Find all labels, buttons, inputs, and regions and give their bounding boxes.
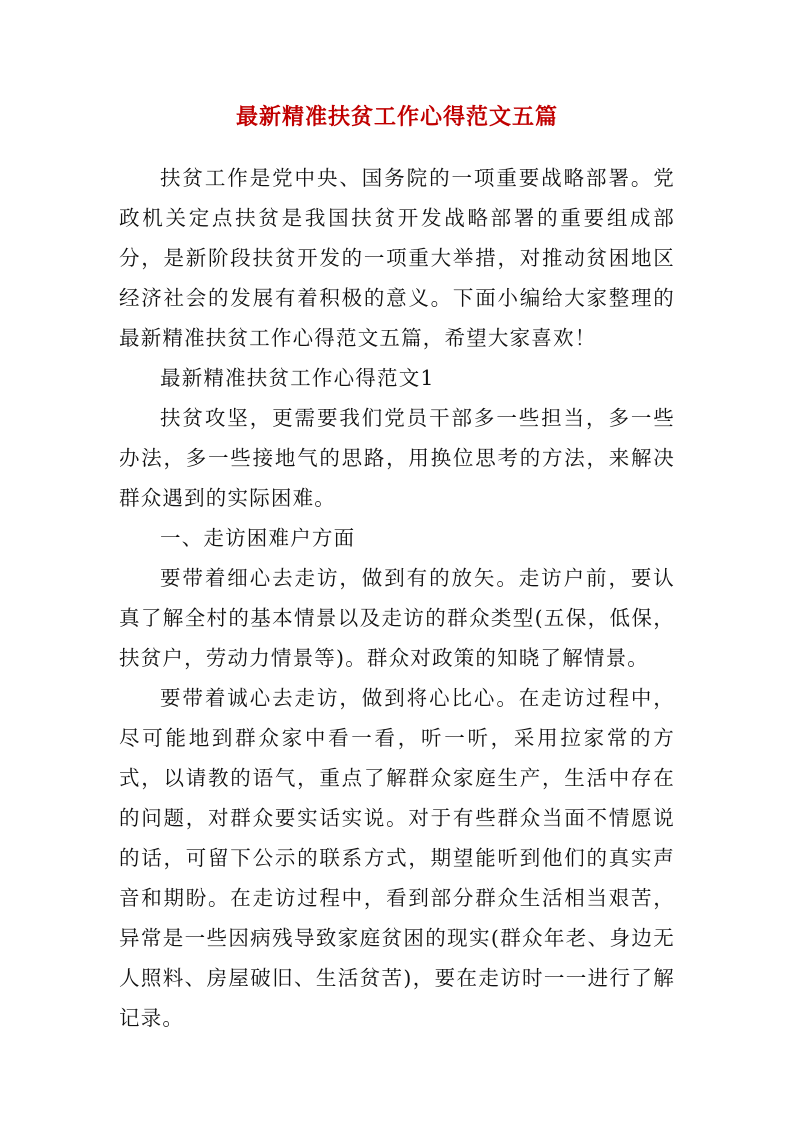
article-1-lead-paragraph: 扶贫攻坚，更需要我们党员干部多一些担当，多一些办法，多一些接地气的思路，用换位思考的方法，来解决群众遇到的实际困难。 — [119, 406, 675, 510]
document-title: 最新精准扶贫工作心得范文五篇 — [235, 104, 558, 130]
section-heading-article-1: 最新精准扶贫工作心得范文1 — [160, 366, 435, 390]
intro-paragraph: 扶贫工作是党中央、国务院的一项重要战略部署。党政机关定点扶贫是我国扶贫开发战略部署的重要组成部分，是新阶段扶贫开发的一项重大举措，对推动贫困地区经济社会的发展有着积极的意义。下面小编给大家整理的最新精准扶贫工作心得范文五篇，希望大家喜欢！ — [119, 166, 675, 350]
visit-sincere-paragraph: 要带着诚心去走访，做到将心比心。在走访过程中，尽可能地到群众家中看一看，听一听，采用拉家常的方式，以请教的语气，重点了解群众家庭生产，生活中存在的问题，对群众要实话实说。对于有些群众当面不情愿说的话，可留下公示的联系方式，期望能听到他们的真实声音和期盼。在走访过程中，看到部分群众生活相当艰苦，异常是一些因病残导致家庭贫困的现实(群众年老、身边无人照料、房屋破旧、生活贫苦)，要在走访时一一进行了解记录。 — [119, 686, 675, 1030]
subsection-heading-visits: 一、走访困难户方面 — [160, 526, 356, 550]
document-body — [119, 158, 675, 1038]
visit-careful-paragraph: 要带着细心去走访，做到有的放矢。走访户前，要认真了解全村的基本情景以及走访的群众类型(五保，低保，扶贫户，劳动力情景等)。群众对政策的知晓了解情景。 — [119, 566, 675, 670]
